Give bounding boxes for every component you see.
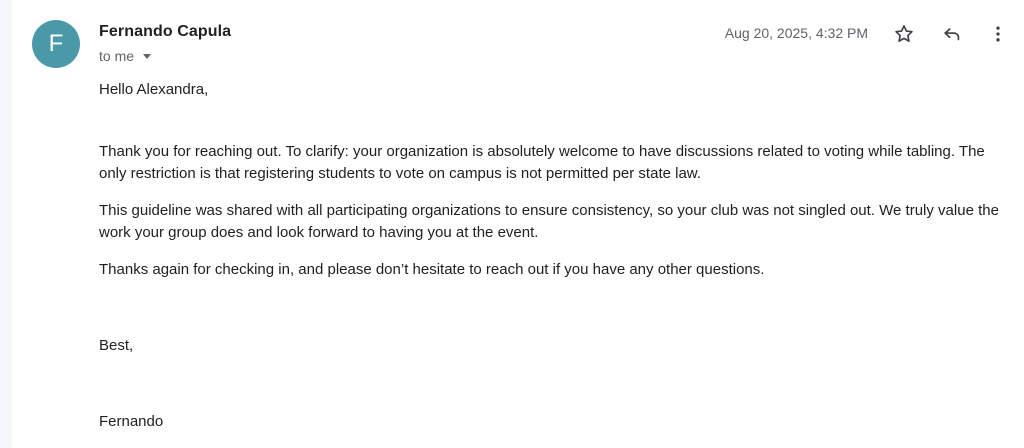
- recipient-label: to me: [99, 48, 135, 64]
- reply-button[interactable]: [938, 20, 966, 48]
- recipient-details-toggle[interactable]: [99, 48, 151, 64]
- sender-avatar[interactable]: F: [32, 20, 80, 68]
- sender-name[interactable]: Fernando Capula: [99, 23, 232, 40]
- email-signature: Fernando: [99, 413, 164, 430]
- email-paragraph: Thank you for reaching out. To clarify: your organization is absolutely welcome to have discussions related to voting while tabling. The only restriction is that registering students to vote on campus is not permitted per state law.: [99, 143, 985, 182]
- star-button[interactable]: [890, 20, 918, 48]
- email-paragraph: Thanks again for checking in, and please don’t hesitate to reach out if you have any other questions.: [99, 261, 765, 278]
- more-options-button[interactable]: [984, 20, 1012, 48]
- caret-down-icon[interactable]: [143, 54, 151, 59]
- email-body: [99, 79, 1014, 433]
- email-signoff: Best,: [99, 337, 134, 354]
- more-vert-icon: [988, 24, 1008, 44]
- email-paragraph: This guideline was shared with all participating organizations to ensure consistency, so your club was not singled out. We truly value the work your group does and look forward to having you at the event.: [99, 202, 999, 241]
- email-greeting: Hello Alexandra,: [99, 81, 209, 98]
- reply-icon: [941, 23, 963, 45]
- email-timestamp: Aug 20, 2025, 4:32 PM: [724, 25, 868, 41]
- star-icon: [893, 23, 915, 45]
